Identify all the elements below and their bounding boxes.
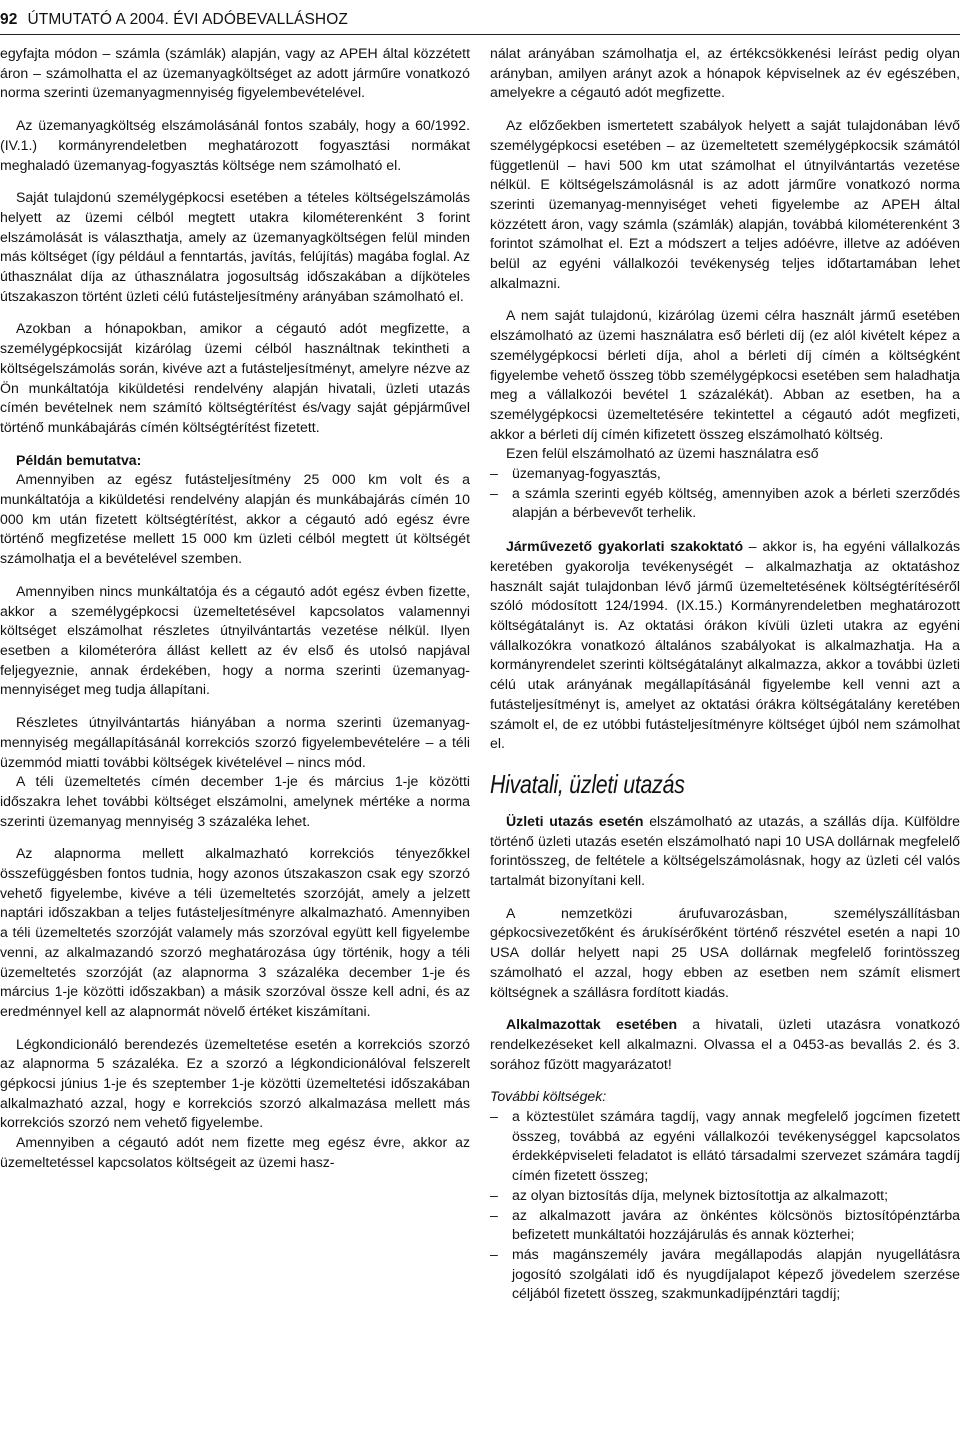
running-head-title: ÚTMUTATÓ A 2004. ÉVI ADÓBEVALLÁSHOZ — [27, 11, 348, 28]
paragraph: Az előzőekben ismertetett szabályok helyett a saját tulajdonában lévő személygépkocsi esetében – az üzemeltetett személygépkocsik számától függetlenül – havi 500 km utat számolhat el útnyilvántartás vezetése nélkül. E költségelszámolásnál is az adott járműre vonatkozó norma szerinti üzemanyag-mennyiséget veheti figyelembe az APEH által közzétett áron, vagy számla (számlák) alapján, továbbá kilométerenként 3 forintot számolhat el. Ezt a módszert a teljes adóévre, illetve az adóéven belül az egyéni vállalkozói tevékenység teljes időtartamában lehet alkalmazni. — [490, 117, 960, 291]
paragraph-text: – akkor is, ha egyéni vállalkozás keretében gyakorolja tevékenységét – alkalmazhatja az oktatáshoz használt saját tulajdonban lévő jármű üzemeltetésének költségtérítéséről szóló módosított 124/1994. (IX.15.) Kormányrendeletben meghatározott költségátalányt is. Az oktatási órákon kívüli üzleti utakra az egyéni vállalkozókra vonatkozó általános szabályokat is alkalmazhatja. Ha a kormányrendelet szerinti költségátalányt alkalmazza, akkor a további üzleti célú utak arányának megállapításánál figyelembe kell venni azt a futásteljesítményt is, amelyet az oktatási órákra költségátalány keretében számolt el, de ez utóbbi futásteljesítményre költséget újból nem számolhat el. — [490, 538, 960, 752]
paragraph: Részletes útnyilvántartás hiányában a norma szerinti üzemanyag-mennyiség megállapításánál korrekciós szorzó figyelembevételére – a téli üzemmód miatti további költségek kivételével – nincs mód. — [0, 714, 470, 770]
paragraph — [490, 1015, 960, 1074]
list-item: – más magánszemély javára megállapodás alapján nyugellátásra jogosító szolgálati idő és nyugdíjalapot képező jövedelem szerzése céljából fizetett összeg, szakmunkadíjpénztári tagdíj; — [490, 1245, 960, 1304]
paragraph: Amennyiben az egész futásteljesítmény 25 000 km volt és a munkáltatója a kiküldetési rendelvény alapján és munkábajárás címén 10 000 km után fizetett költségtérítést, akkor a cégautó adó egész évre történő megfizetése mellett 15 000 km üzleti célból megtett út költségét számolhatja el a bevételével szemben. — [0, 471, 470, 567]
paragraph-text: a hivatali, üzleti utazásra vonatkozó rendelkezéseket kell alkalmazni. Olvassa el a 0453-as bevallás 2. és 3. sorához fűzött magyarázatot! — [490, 1016, 960, 1072]
example-heading: Példán bemutatva: — [16, 451, 142, 468]
subheading: További költségek: — [490, 1088, 607, 1105]
running-head — [0, 6, 960, 35]
paragraph — [490, 812, 960, 891]
paragraph-text: elszámolható az utazás, a szállás díja. Külföldre történő üzleti utazás esetén elszámolható napi 10 USA dollárnak megfelelő forintösszeg, de feltétele a költségelszámolásnak, hogy az üzleti cél valós tartalmát bizonyítani kell. — [490, 812, 960, 889]
paragraph: Saját tulajdonú személygépkocsi esetében a tételes költségelszámolás helyett az üzemi célból megtett utakra kilométerenként 3 forint elszámolását is választhatja, amely az üzemanyagköltségen felül minden más költséget (így például a fenntartás, javítás, felújítás) magába foglal. Az úthasználat díja az úthasználatra jogosultság időszakában a díjköteles útszakaszon történt üzleti célú futásteljesítmény arányában számolható el. — [0, 189, 470, 304]
bold-term: Alkalmazottak esetében — [506, 1016, 678, 1033]
paragraph: Az alapnorma mellett alkalmazható korrekciós tényezőkkel összefüggésben fontos tudnia, hogy azonos útszakaszon csak egy szorzó vehető figyelembe, kivéve a téli üzemeltetés szorzóját, amely a jelzett naptári időszakban a teljes futásteljesítményre alkalmazható. Amennyiben a téli üzemeltetés szorzóját valamely más szorzóval együtt kell figyelembe venni, az alkalmazandó szorzó meghatározása úgy történik, hogy a téli üzemeltetés szorzóját (az alapnorma 3 százaléka december 1-je és március 1-je közötti időszakban) a másik szorzóval össze kell adni, és az eredménnyel kell az alapnormát növelő értéket kiszámítani. — [0, 845, 470, 1019]
paragraph: Ezen felül elszámolható az üzemi használatra eső — [506, 445, 819, 462]
left-column — [0, 44, 470, 1173]
paragraph: nálat arányában számolhatja el, az értékcsökkenési leírást pedig olyan arányban, amilyen arányt azok a hónapok képviselnek az év egészében, amelyekre a cégautó adót megfizette. — [490, 45, 960, 101]
list-item: – az olyan biztosítás díja, melynek biztosítottja az alkalmazott; — [490, 1186, 960, 1206]
list-item: – üzemanyag-fogyasztás, — [490, 464, 960, 484]
bold-term: Üzleti utazás esetén — [506, 812, 644, 829]
paragraph — [490, 537, 960, 754]
additional-cost-list — [490, 1107, 960, 1304]
cost-list — [490, 464, 960, 523]
paragraph: Amennyiben nincs munkáltatója és a cégautó adót egész évben fizette, akkor a személygépkocsi üzemeltetésével kapcsolatos valamennyi költséget elszámolhat részletes útnyilvántartás vezetése nélkül. Ilyen esetben a kilométeróra állást kellett az év első és utolsó napjával feljegyeznie, annak érdekében, hogy a norma szerinti üzemanyag-mennyiséget meg tudja állapítani. — [0, 582, 470, 698]
paragraph: Amennyiben a cégautó adót nem fizette meg egész évre, akkor az üzemeltetéssel kapcsolatos költségeit az üzemi hasz- — [0, 1134, 470, 1170]
bold-term: Járművezető gyakorlati szakoktató — [506, 538, 744, 555]
paragraph: A téli üzemeltetés címén december 1-je és március 1-je közötti időszakra lehet további költséget elszámolni, amelynek mértéke a norma szerinti üzemanyag mennyiség 3 százaléka lehet. — [0, 773, 470, 829]
section-title: Hivatali, üzleti utazás — [490, 768, 685, 799]
list-item: – a köztestület számára tagdíj, vagy annak megfelelő jogcímen fizetett összeg, továbbá az egyéni vállalkozói tevékenységgel kapcsolatos érdekképviseleti feladatot is ellátó társadalmi szervezet számára tagdíj címén fizetett összeg; — [490, 1107, 960, 1186]
list-item: – az alkalmazott javára az önkéntes kölcsönös biztosítópénztárba befizetett munkáltatói hozzájárulás és annak közterhei; — [490, 1206, 960, 1245]
paragraph: Az üzemanyagköltség elszámolásánál fontos szabály, hogy a 60/1992. (IV.1.) kormányrendeletben meghatározott fogyasztási normákat meghaladó üzemanyag-fogyasztás költsége nem számolható el. — [0, 117, 470, 173]
paragraph: Légkondicionáló berendezés üzemeltetése esetén a korrekciós szorzó az alapnorma 5 százaléka. Ez a szorzó a légkondicionálóval felszerelt gépkocsi június 1-je és szeptember 1-je közötti üzemeltetési időszakában alkalmazható azzal, hogy e korrekciós szorzó alkalmazása mellett más korrekciós szorzó nem vehető figyelembe. — [0, 1035, 470, 1131]
paragraph: A nemzetközi árufuvarozásban, személyszállításban gépkocsivezetőként és árukísérőként történő részvétel esetén a napi 10 USA dollár helyett napi 25 USA dollárnak megfelelő forintösszeg számolható el azzal, hogy ebben az esetben nem számít elismert költségnek a szállásra fordított kiadás. — [490, 904, 960, 1000]
paragraph: egyfajta módon – számla (számlák) alapján, vagy az APEH által közzétett áron – számolhatta el az üzemanyagköltséget az adott járműre vonatkozó norma szerinti üzemanyagmennyiség figyelembevételével. — [0, 45, 470, 101]
paragraph: A nem saját tulajdonú, kizárólag üzemi célra használt jármű esetében elszámolható az üzemi használatra eső bérleti díj (ez alól kivételt képez a személygépkocsi bérleti díja, ahol a bérleti díj címén a költségként figyelembe vehető összeg több személygépkocsi esetében sem haladhatja meg a vállalkozói bevétel 1 százalékát). Abban az esetben, ha a személygépkocsi üzemeltetésére tekintettel a cégautó adót megfizeti, akkor a bérleti díj címén kifizetett összeg elszámolható költség. — [490, 307, 960, 442]
page-number: 92 — [0, 11, 18, 28]
paragraph: Azokban a hónapokban, amikor a cégautó adót megfizette, a személygépkocsiját kizárólag üzemi célból használtnak tekintheti a költségelszámolás során, kivéve azt a futásteljesítményt, amelyre nézve az Ön munkáltatója kiküldetési rendelvény alapján hivatali, üzleti utazás címén bevételnek nem számító költségtérítést és/vagy saját gépjárművel történő munkábajárás címén költségtérítést fizetett. — [0, 320, 470, 435]
list-item: – a számla szerinti egyéb költség, amennyiben azok a bérleti szerződés alapján a bérbevevőt terhelik. — [490, 484, 960, 523]
right-column — [490, 44, 960, 1318]
